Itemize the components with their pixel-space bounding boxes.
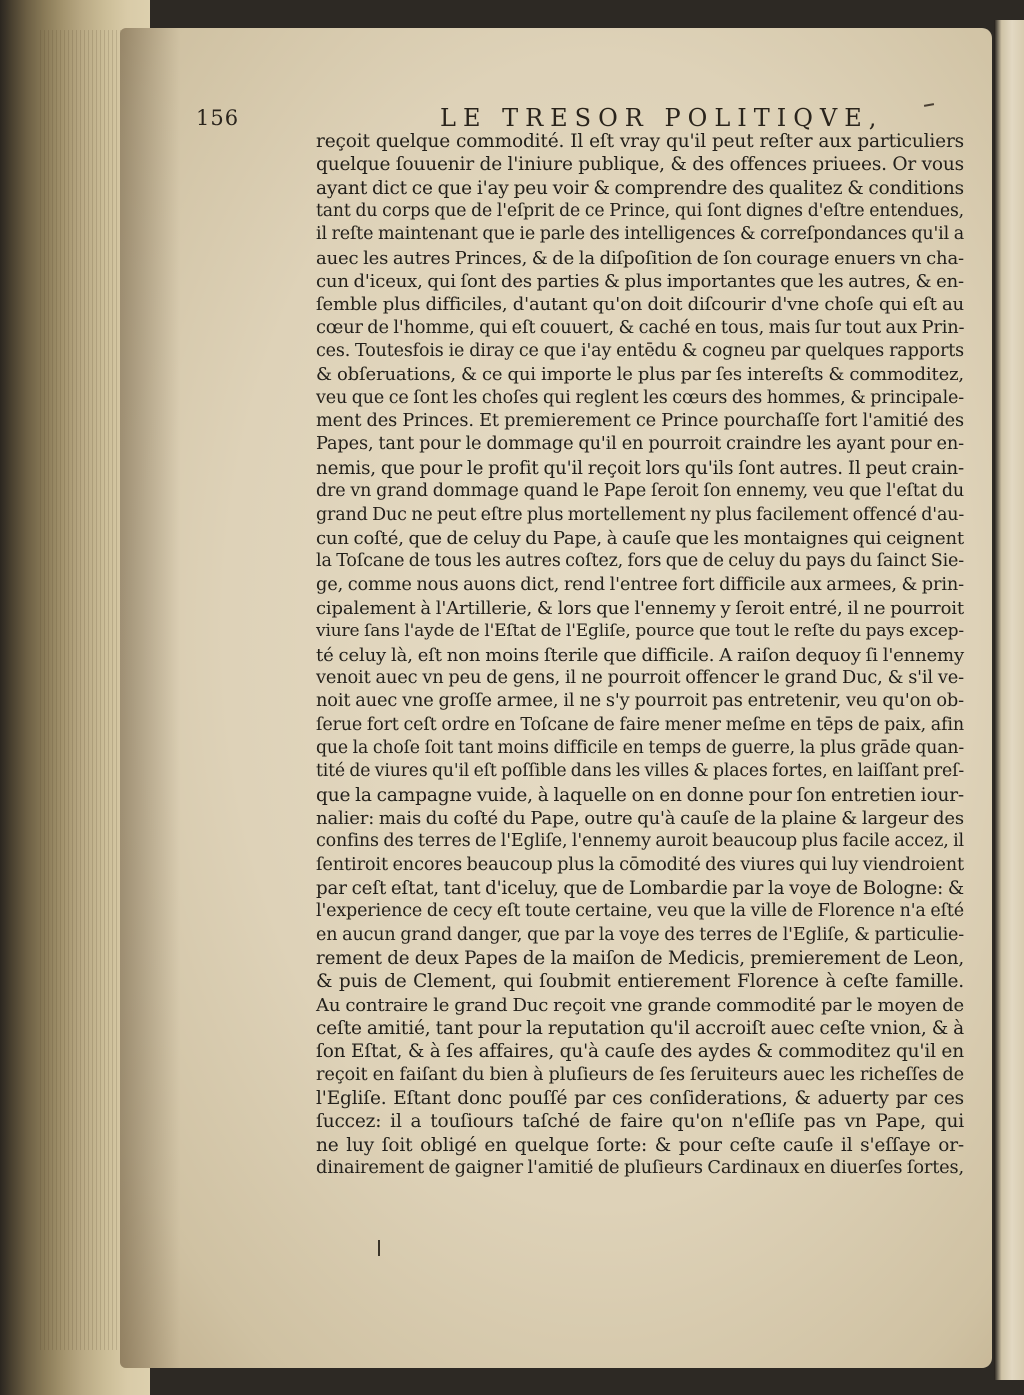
- text-line: reçoit en faiſant du bien à pluſieurs de ſes ſeruiteurs auec les richeſſes de: [316, 1064, 964, 1085]
- text-line: dinairement de gaigner l'amitié de pluſieurs Cardinaux en diuerſes ſortes,: [316, 1158, 964, 1179]
- text-line: il reſte maintenant que ie parle des intelligences & correſpondances qu'il a: [316, 224, 964, 245]
- text-line: noit auec vne groſſe armee, il ne s'y pourroit pas entretenir, veu qu'on ob-: [316, 691, 964, 712]
- text-line: ge, comme nous auons dict, rend l'entree fort difficile aux armees, & prin-: [316, 574, 964, 595]
- text-line: viure ſans l'ayde de l'Eſtat de l'Egliſe, pource que tout le reſte du pays excep-: [316, 621, 964, 642]
- gutter-shadow: [120, 28, 180, 1368]
- text-line: que la campagne vuide, à laquelle on en donne pour ſon entretien iour-: [316, 784, 964, 806]
- text-line: en aucun grand danger, que par la voye des terres de l'Egliſe, & particulie-: [316, 924, 964, 945]
- text-line: quelque ſouuenir de l'iniure publique, & des offences priuees. Or vous: [316, 154, 964, 176]
- text-line: auec les autres Princes, & de la diſpoſition de ſon courage enuers vn cha-: [316, 247, 964, 269]
- text-line: cun d'iceux, qui ſont des parties & plus importantes que les autres, & en-: [316, 271, 964, 293]
- page-number: 156: [196, 106, 240, 130]
- text-line: par ceſt eſtat, tant d'iceluy, que de Lombardie par la voye de Bologne: &: [316, 878, 964, 899]
- text-line: grand Duc ne peut eſtre plus mortellement ny plus facilement offencé d'au-: [316, 504, 965, 525]
- text-line: & obſeruations, & ce qui importe le plus par ſes intereſts & commoditez,: [316, 364, 964, 386]
- ink-mark: [378, 1240, 380, 1256]
- text-line: que la choſe ſoit tant moins difficile en temps de guerre, la plus grāde quan-: [316, 737, 964, 758]
- text-line: reçoit quelque commodité. Il eſt vray qu'il peut reſter aux particuliers: [316, 131, 964, 152]
- text-line: ſentiroit encores beaucoup plus la cōmodité des viures qui luy viendroient: [316, 854, 964, 875]
- text-line: dre vn grand dommage quand le Pape ſeroit ſon ennemy, veu que l'eſtat du: [316, 481, 964, 502]
- text-line: ſemble plus difficiles, d'autant qu'on doit diſcourir d'vne choſe qui eſt au: [316, 294, 964, 316]
- text-line: Papes, tant pour le dommage qu'il en pourroit craindre les ayant pour en-: [316, 434, 964, 455]
- text-line: Au contraire le grand Duc reçoit vne grande commodité par le moyen de: [316, 994, 964, 1016]
- text-line: ceſte amitié, tant pour la reputation qu'il accroiſt auec ceſte vnion, & à: [316, 1018, 964, 1040]
- text-line: ſuccez: il a touſiours taſché de faire qu'on n'eſliſe pas vn Pape, qui: [316, 1111, 964, 1133]
- text-line: confins des terres de l'Egliſe, l'ennemy auroit beaucoup plus facile accez, il: [316, 831, 964, 852]
- text-line: cun coſté, que de celuy du Pape, à cauſe que les montaignes qui ceignent: [316, 527, 964, 549]
- text-line: la Toſcane de tous les autres coſtez, fors que de celuy du pays du ſainct Sie-: [316, 551, 964, 572]
- text-line: rement de deux Papes de la maiſon de Medicis, premierement de Leon,: [316, 948, 964, 970]
- text-line: cipalement à l'Artillerie, & lors que l'ennemy y ſeroit entré, il ne pourroit: [316, 597, 964, 619]
- text-line: ces. Toutesfois ie diray ce que i'ay entēdu & cogneu par quelques rapports: [316, 341, 964, 362]
- text-line: ſerue fort ceſt ordre en Toſcane de faire mener meſme en tēps de paix, afin: [316, 714, 964, 735]
- text-line: té celuy là, eſt non moins ſterile que difficile. A raiſon dequoy ſi l'ennemy: [316, 644, 964, 666]
- text-line: ne luy ſoit obligé en quelque ſorte: & pour ceſte cauſe il s'eſſaye or-: [316, 1134, 964, 1156]
- text-line: ſon Eſtat, & à ſes affaires, qu'à cauſe des aydes & commoditez qu'il en: [316, 1041, 964, 1063]
- running-title: LE TRESOR POLITIQVE,: [440, 104, 884, 132]
- text-line: ment des Princes. Et premierement ce Prince pourchaſſe fort l'amitié des: [316, 411, 964, 432]
- text-line: & puis de Clement, qui ſoubmit entierement Florence à ceſte famille.: [316, 971, 964, 993]
- text-line: cœur de l'homme, qui eſt couuert, & caché en tous, mais ſur tout aux Prin-: [316, 317, 965, 338]
- body-text: [316, 130, 964, 1180]
- text-line: veu que ce ſont les choſes qui reglent les cœurs des hommes, & principale-: [316, 387, 964, 408]
- text-line: tant du corps que de l'eſprit de ce Prince, qui ſont dignes d'eſtre entendues,: [316, 201, 964, 222]
- text-line: nemis, que pour le profit qu'il reçoit lors qu'ils ſont autres. Il peut crain-: [316, 457, 964, 479]
- text-line: l'experience de cecy eſt toute certaine, veu que la ville de Florence n'a eſté: [316, 901, 964, 922]
- adjacent-page-edge: [994, 20, 1024, 1380]
- text-line: l'Egliſe. Eſtant donc pouſſé par ces conſiderations, & aduerty par ces: [316, 1088, 964, 1110]
- text-line: venoit auec vn peu de gens, il ne pourroit offencer le grand Duc, & s'il ve-: [316, 667, 964, 688]
- text-line: tité de viures qu'il eſt poſſible dans les villes & places fortes, en laiſſant preſ-: [316, 761, 964, 782]
- text-line: nalier: mais du coſté du Pape, outre qu'à cauſe de la plaine & largeur des: [316, 807, 964, 829]
- text-line: ayant dict ce que i'ay peu voir & comprendre des qualitez & conditions: [316, 177, 964, 199]
